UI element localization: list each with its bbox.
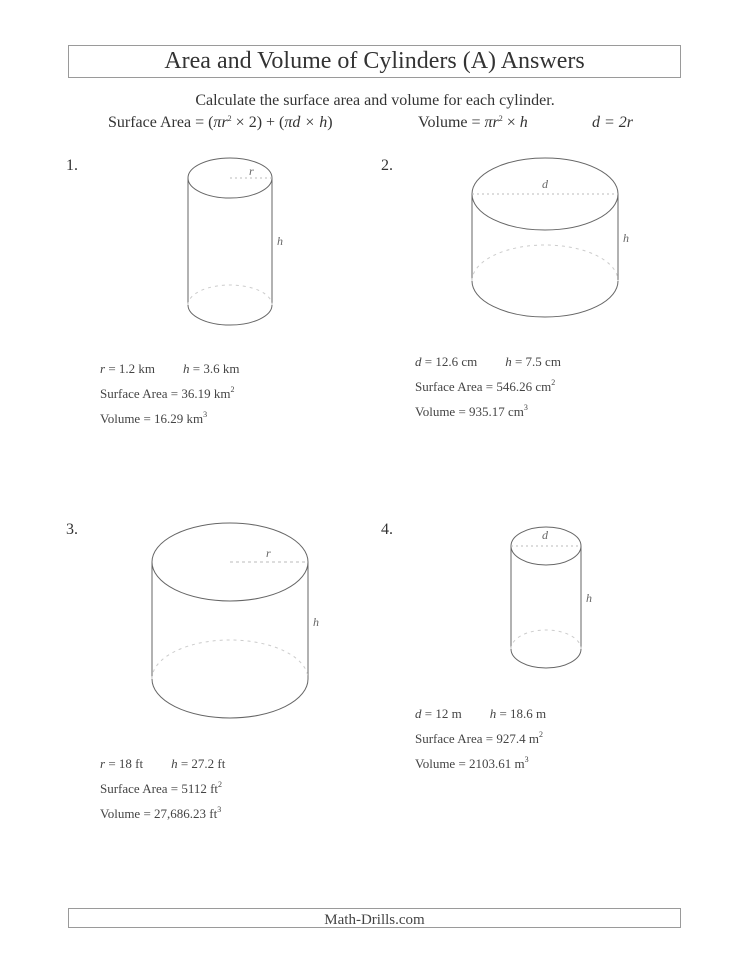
given-variable: r [100, 756, 106, 771]
problem-2-surface-area [415, 374, 561, 399]
unit-exponent: 2 [538, 730, 543, 739]
problem-number-2: 2. [381, 157, 393, 174]
problem-3-surface-area [100, 776, 225, 801]
cylinder-2-height-label: h [623, 231, 629, 245]
cylinder-3-radius-label: r [266, 546, 271, 560]
unit-exponent: 3 [203, 410, 208, 419]
given-variable: d [415, 354, 422, 369]
given-variable: h [171, 756, 178, 771]
formula-label: Surface Area = ( [108, 114, 214, 131]
formula-term: d = 2r [592, 114, 634, 131]
given-value: = 1.2 km [105, 361, 156, 376]
worksheet-title: Area and Volume of Cylinders (A) Answers [164, 48, 585, 74]
unit-exponent: 2 [551, 378, 556, 387]
given-value: = 18 ft [105, 756, 144, 771]
problem-4-given [415, 701, 546, 726]
cylinder-4-height-label: h [586, 591, 592, 605]
footer-box [68, 908, 681, 928]
formula-label: Volume = [418, 114, 485, 131]
volume-answer: Volume = 935.17 cm [415, 404, 524, 419]
instructions-text: Calculate the surface area and volume for each cylinder. [195, 92, 555, 109]
given-variable: r [100, 361, 106, 376]
given-variable: h [505, 354, 512, 369]
given-value: = 27.2 ft [177, 756, 226, 771]
formula-term: h [519, 114, 528, 131]
problem-3-given [100, 751, 225, 776]
given-variable: h [183, 361, 190, 376]
formula-term: πr [213, 114, 228, 131]
given-variable: h [489, 706, 497, 721]
problem-2-answers [415, 349, 561, 424]
cylinder-2-diameter-label: d [542, 177, 548, 191]
cylinder-3-height-label: h [313, 615, 319, 629]
footer-site-name: Math-Drills.com [324, 912, 425, 928]
problem-2-volume [415, 399, 561, 424]
problem-4-volume [415, 751, 546, 776]
surface-area-answer: Surface Area = 36.19 km [100, 386, 231, 401]
unit-exponent: 2 [218, 780, 223, 789]
problem-1-volume [100, 406, 239, 431]
given-value: = 18.6 m [496, 706, 547, 721]
problem-1-answers [100, 356, 239, 431]
cylinder-1-figure [188, 158, 272, 325]
unit-exponent: 2 [230, 385, 235, 394]
formula-term: × [502, 114, 520, 131]
formula-exponent: 2 [498, 114, 503, 123]
unit-exponent: 3 [217, 805, 222, 814]
surface-area-answer: Surface Area = 546.26 cm [415, 379, 552, 394]
volume-answer: Volume = 16.29 km [100, 411, 204, 426]
given-variable: d [415, 706, 422, 721]
cylinder-4-diameter-label: d [542, 528, 548, 542]
cylinder-4-figure [511, 527, 581, 668]
problem-3-answers [100, 751, 225, 826]
cylinder-3-figure [152, 523, 308, 718]
volume-answer: Volume = 2103.61 m [415, 756, 525, 771]
problem-3-volume [100, 801, 225, 826]
surface-area-answer: Surface Area = 927.4 m [415, 731, 539, 746]
problem-4-surface-area [415, 726, 546, 751]
problem-number-4: 4. [381, 521, 393, 538]
surface-area-answer: Surface Area = 5112 ft [100, 781, 219, 796]
problem-number-3: 3. [66, 521, 78, 538]
formula-exponent: 2 [227, 114, 232, 123]
formula-term: πr [484, 114, 499, 131]
unit-exponent: 3 [524, 755, 529, 764]
given-value: = 3.6 km [189, 361, 240, 376]
given-value: = 12.6 cm [421, 354, 478, 369]
problem-2-given [415, 349, 561, 374]
cylinder-1-radius-label: r [249, 164, 254, 178]
given-value: = 12 m [421, 706, 462, 721]
cylinder-1-height-label: h [277, 234, 283, 248]
formula-term: ) [327, 114, 333, 131]
given-value: = 7.5 cm [511, 354, 561, 369]
volume-answer: Volume = 27,686.23 ft [100, 806, 218, 821]
problem-1-surface-area [100, 381, 239, 406]
formula-term: × 2) + ( [231, 114, 285, 131]
formula-term: πd × h [284, 114, 328, 131]
problem-number-1: 1. [66, 157, 78, 174]
problem-4-answers [415, 701, 546, 776]
unit-exponent: 3 [523, 403, 528, 412]
problem-1-given [100, 356, 239, 381]
